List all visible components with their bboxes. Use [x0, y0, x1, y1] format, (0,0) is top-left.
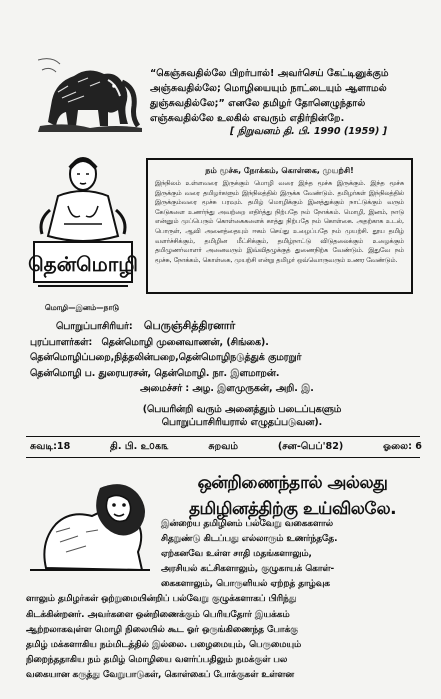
verse-line: அஞ்சுவதில்லே; மொழியையும் நாட்டையும் ஆளாமல் [150, 83, 387, 94]
verse-line: துஞ்சுவதில்லே;” எனலே தமிழர் தோனெழுந்தால் [150, 98, 366, 109]
article-line: வகையான கருத்து வேறுபாடுகள், கொள்கைப் போக்குகள் உள்ளன [26, 669, 295, 680]
publishers-label: புரப்பாளர்கள்: [30, 336, 93, 348]
issue-month: சுறவம் [208, 441, 239, 452]
mission-title: நம் மூச்சு, நோக்கம், கொள்கை, முயற்சி! [205, 166, 354, 175]
issue-date: (சன-பெப்'82) [277, 441, 344, 452]
divider [26, 457, 420, 458]
article-line: கிடக்கின்றனர். அவர்களை ஒன்றிணைக்கும் பெரியதோர் இயக்கம் [26, 609, 290, 620]
verse-line: “கெஞ்சுவதில்லே பிறர்பால்! அவர்செய் கேட்டினுக்கும் [150, 68, 389, 79]
verse-line: எஞ்சுவதில்லே உலகில் எவரும் எதிர்நின்றே. [150, 113, 345, 124]
article-body [26, 517, 424, 683]
mission-box [146, 158, 413, 294]
article-line: சிதறுண்டு கிடப்பது எல்லாரும் உணர்ந்ததே. [161, 534, 338, 545]
article-headline [160, 470, 425, 522]
publishers-line: தென்மொழிப்பறை,நித்தலின்பறை,தென்மொழிநடுத்துக் குமரறுர் [30, 352, 302, 363]
editorial-board [30, 318, 422, 397]
article-line: கைகளாலும், பொருளியல் ஏற்றத் தாழ்வுக [161, 579, 330, 590]
publishers-row [30, 335, 422, 351]
chief-editor-label: பொறுப்பாசிரியர்: [56, 321, 133, 332]
elephant-illustration [38, 52, 142, 132]
masthead-title: தென்மொழி [28, 252, 138, 276]
issue-year: தி. பி. உ௦௧௩ [110, 441, 169, 452]
publishers-line: தென்மொழி ப. துரையரசன், தென்மொழி. நா. இளமாறன். [30, 367, 280, 379]
chief-editor-name: பெருஞ்சித்திரனார் [143, 319, 236, 332]
article-line: நிறைந்ததாகிய நம் தமிழ் மொழியை வளர்ப்பதிலும் நமக்குள் பல [26, 654, 288, 665]
article-line: இன்றைய தமிழினம் பல்வேறு வகைகளால் [161, 519, 334, 529]
note-line: (பெயரின்றி வரும் அனைத்தும் படைப்புகளும் [142, 404, 342, 415]
opening-verse [150, 66, 435, 126]
divider [26, 436, 420, 437]
ministers-line: அமைச்சர் : அழ. இளமுருகன், அறி. இ. [140, 383, 314, 394]
masthead-caption: மொழி—இனம்—நாடு [44, 303, 120, 312]
headline-line: தமிழினத்திற்கு உய்விலலே. [188, 499, 397, 519]
issue-details [30, 441, 422, 453]
article-line: தமிழ் மக்களாகிய நம்மிடத்தில் இல்லை. பழைமையும், பெருமையும் [26, 639, 302, 650]
issue-volume: சுவடி:18 [30, 441, 71, 452]
issue-number: ஓலை: 6 [383, 441, 422, 452]
chief-editor-row [30, 318, 422, 335]
publishers-line: தென்மொழி முனைவாணன், (சிங்கை). [101, 336, 269, 348]
note-line: பொறுப்பாசிரியரால் எழுதப்படுவன). [161, 417, 323, 428]
article-line: அரசியல் கட்சிகளாலும், குழுகாயக் கொள்- [161, 564, 335, 575]
article-line: ஆற்றலாகவுள்ள மொழி நிலையில் கூட ஓர் ஒருங்கிணைந்த போக்கு [26, 624, 299, 635]
authorship-note [72, 403, 412, 429]
article-line: ஏற்கனவே உள்ள சாதி மதங்களாலும், [161, 549, 312, 560]
masthead-logo [28, 150, 138, 300]
article-line: ளாலும் தமிழர்கள் ஒற்றுமையின்றிப் பல்வேறு குழுக்களாகப் பிரிந்து [26, 594, 297, 605]
founding-year: [ நிறுவனம் தி. பி. 1990 (1959) ] [230, 126, 388, 137]
headline-line: ஒன்றிணைந்தால் அல்லது [197, 473, 388, 493]
mission-body: இந்நிலம் உள்ளவரை இருக்கும் மொழி வரை இந்த மூச்சு இருக்கும். இந்த மூச்சு இருக்கும் வரை தமிழர்களும் இந்நிலத்தில் இருக்க வேண்டும். தமிழர்கள் இந்நிலத்தில் இருக்கும்வரை மூச்சு பரவும். தமிழ் மொழிக்கும் இனத்துக்கும் நாட்டுக்கும் வரும் கேடுகளை உணர்ந்து அவற்றை எதிர்த்து நிற்பதே நம் நோக்கம். மொழி, இனம், நாடு என்னும் முப்பெரும் கொள்கைகளைக் காத்து நிற்பதே நம் கொள்கை. அதற்காக உடல், பொருள், ஆவி அனைத்தையும் ஈகம் செய்து உழைப்பதே நம் முயற்சி. தூய தமிழ் வளர்ச்சிக்கும், தமிழின மீட்சிக்கும், தமிழ்நாட்டு விடுதலைக்கும் உழைக்கும் தமிழுணர்வாளர் அனைவரும் இவ்விதழுக்குத் துணைநிற்க வேண்டும். இதுவே நம் மூச்சு, நோக்கம், கொள்கை, முயற்சி என்று தமிழர் ஒவ்வொருவரும் உணர வேண்டும். [155, 180, 404, 264]
